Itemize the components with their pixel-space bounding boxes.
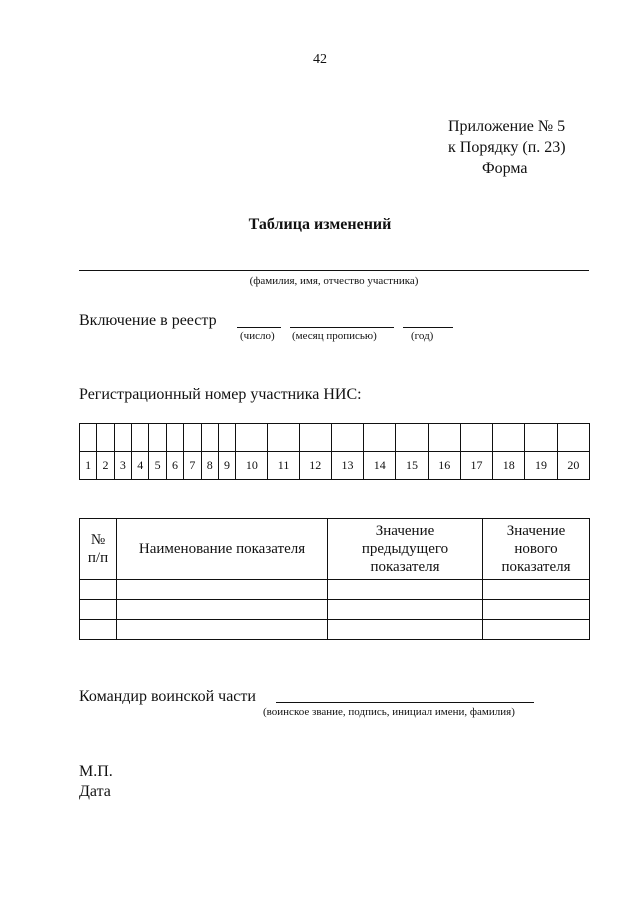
digit-cell[interactable] [132,424,149,452]
year-caption: (год) [411,330,434,342]
digit-number: 2 [97,452,114,480]
digit-cell[interactable] [493,424,525,452]
month-blank[interactable] [290,327,394,328]
day-blank[interactable] [237,327,281,328]
col-indicator-name-header: Наименование показателя [117,519,328,580]
digit-cell[interactable] [557,424,589,452]
annex-line-2: к Порядку (п. 23) [448,139,566,156]
registration-number-grid [79,423,590,480]
table-cell[interactable] [80,620,117,640]
digit-cell[interactable] [525,424,557,452]
digit-number: 5 [149,452,166,480]
table-cell[interactable] [328,600,483,620]
digit-input-row [80,424,590,452]
digit-number: 13 [331,452,363,480]
date-label: Дата [79,783,111,800]
page-number: 42 [313,52,327,67]
table-row [80,580,590,600]
day-caption: (число) [240,330,275,342]
table-cell[interactable] [117,580,328,600]
changes-table [79,518,590,640]
table-cell[interactable] [80,600,117,620]
table-cell[interactable] [80,580,117,600]
annex-line-3: Форма [482,160,528,177]
year-blank[interactable] [403,327,453,328]
digit-cell[interactable] [114,424,131,452]
digit-number: 12 [299,452,331,480]
digit-number: 3 [114,452,131,480]
digit-cell[interactable] [299,424,331,452]
digit-number: 8 [201,452,218,480]
digit-cell[interactable] [268,424,299,452]
digit-cell[interactable] [218,424,235,452]
digit-cell[interactable] [428,424,460,452]
digit-cell[interactable] [97,424,114,452]
table-cell[interactable] [483,600,590,620]
table-cell[interactable] [117,620,328,640]
digit-number: 15 [396,452,428,480]
commander-label: Командир воинской части [79,688,256,705]
table-cell[interactable] [483,580,590,600]
commander-caption: (воинское звание, подпись, инициал имени, фамилия) [263,706,515,718]
stamp-place-label: М.П. [79,763,113,780]
table-cell[interactable] [328,620,483,640]
digit-number: 19 [525,452,557,480]
digit-cell[interactable] [364,424,396,452]
col-previous-value-header: Значение предыдущего показателя [328,519,483,580]
registration-label: Регистрационный номер участника НИС: [79,386,362,403]
table-cell[interactable] [328,580,483,600]
participant-caption: (фамилия, имя, отчество участника) [249,275,419,287]
digit-number: 9 [218,452,235,480]
col-number-header: № п/п [80,519,117,580]
digit-cell[interactable] [184,424,201,452]
participant-name-line[interactable] [79,270,589,271]
digit-number-row [80,452,590,480]
annex-line-1: Приложение № 5 [448,118,566,135]
table-row [80,620,590,640]
digit-cell[interactable] [201,424,218,452]
month-caption: (месяц прописью) [292,330,377,342]
digit-cell[interactable] [166,424,183,452]
digit-number: 11 [268,452,299,480]
digit-cell[interactable] [396,424,428,452]
table-cell[interactable] [117,600,328,620]
form-title: Таблица изменений [248,216,392,233]
col-new-value-header: Значение нового показателя [483,519,590,580]
digit-cell[interactable] [149,424,166,452]
digit-number: 20 [557,452,589,480]
digit-cell[interactable] [460,424,492,452]
changes-header-row [80,519,590,580]
digit-cell[interactable] [236,424,268,452]
digit-number: 4 [132,452,149,480]
annex-block [448,116,566,179]
digit-number: 7 [184,452,201,480]
inclusion-label: Включение в реестр [79,312,217,329]
digit-cell[interactable] [331,424,363,452]
digit-number: 18 [493,452,525,480]
digit-number: 17 [460,452,492,480]
digit-number: 14 [364,452,396,480]
table-row [80,600,590,620]
digit-number: 6 [166,452,183,480]
digit-number: 16 [428,452,460,480]
digit-number: 1 [80,452,97,480]
digit-number: 10 [236,452,268,480]
table-cell[interactable] [483,620,590,640]
digit-cell[interactable] [80,424,97,452]
commander-signature-line[interactable] [276,702,534,703]
